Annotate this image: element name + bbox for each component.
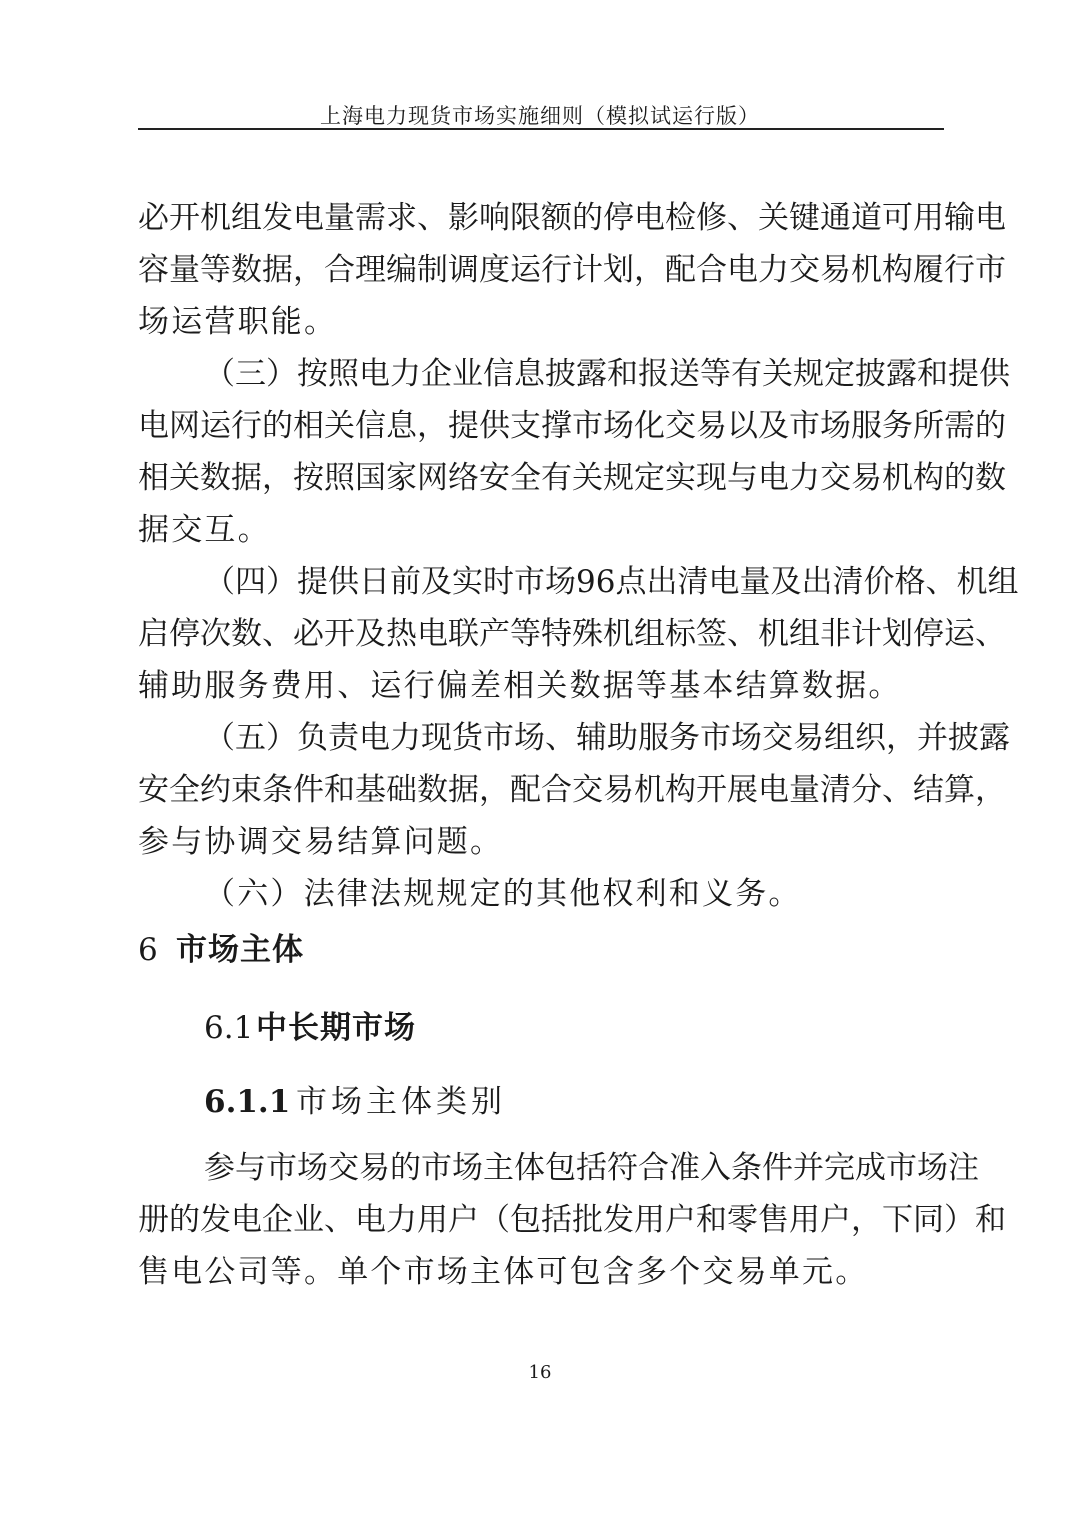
running-header: 上海电力现货市场实施细则（模拟试运行版）	[320, 104, 760, 128]
section-heading	[138, 930, 304, 970]
paragraph-line: （六）法律法规规定的其他权利和义务。	[204, 876, 802, 912]
paragraph-line: 场运营职能。	[138, 304, 338, 340]
subsection-number: 6.1	[204, 1010, 254, 1046]
subsubsection-title: 市场主体类别	[296, 1084, 506, 1120]
paragraph-line: 售电公司等。单个市场主体可包含多个交易单元。	[138, 1254, 869, 1290]
paragraph-line: 据交互。	[138, 512, 271, 548]
subsection-title: 中长期市场	[256, 1010, 416, 1046]
paragraph-line: （三）按照电力企业信息披露和报送等有关规定披露和提供	[204, 356, 1010, 392]
section-number: 6	[138, 932, 158, 968]
paragraph-line: 辅助服务费用、运行偏差相关数据等基本结算数据。	[138, 668, 902, 704]
subsection-heading	[204, 1008, 416, 1048]
paragraph-line: 参与市场交易的市场主体包括符合准入条件并完成市场注	[204, 1150, 979, 1186]
paragraph-line: （五）负责电力现货市场、辅助服务市场交易组织，并披露	[204, 720, 1010, 756]
paragraph-line: 必开机组发电量需求、影响限额的停电检修、关键通道可用输电	[138, 200, 1006, 236]
section-title: 市场主体	[176, 932, 304, 968]
paragraph-line: 电网运行的相关信息，提供支撑市场化交易以及市场服务所需的	[138, 408, 1006, 444]
header-rule	[138, 128, 944, 130]
paragraph-line: 安全约束条件和基础数据，配合交易机构开展电量清分、结算，	[138, 772, 1006, 808]
paragraph-line: 容量等数据，合理编制调度运行计划，配合电力交易机构履行市	[138, 252, 1006, 288]
subsubsection-heading	[204, 1082, 506, 1122]
paragraph-line: 相关数据，按照国家网络安全有关规定实现与电力交易机构的数	[138, 460, 1006, 496]
page-number: 16	[528, 1362, 552, 1383]
paragraph-line: 参与协调交易结算问题。	[138, 824, 504, 860]
paragraph-line: 启停次数、必开及热电联产等特殊机组标签、机组非计划停运、	[138, 616, 1006, 652]
subsubsection-number: 6.1.1	[204, 1084, 291, 1120]
paragraph-line: （四）提供日前及实时市场96点出清电量及出清价格、机组	[204, 564, 1019, 600]
paragraph-line: 册的发电企业、电力用户（包括批发用户和零售用户，下同）和	[138, 1202, 1006, 1238]
